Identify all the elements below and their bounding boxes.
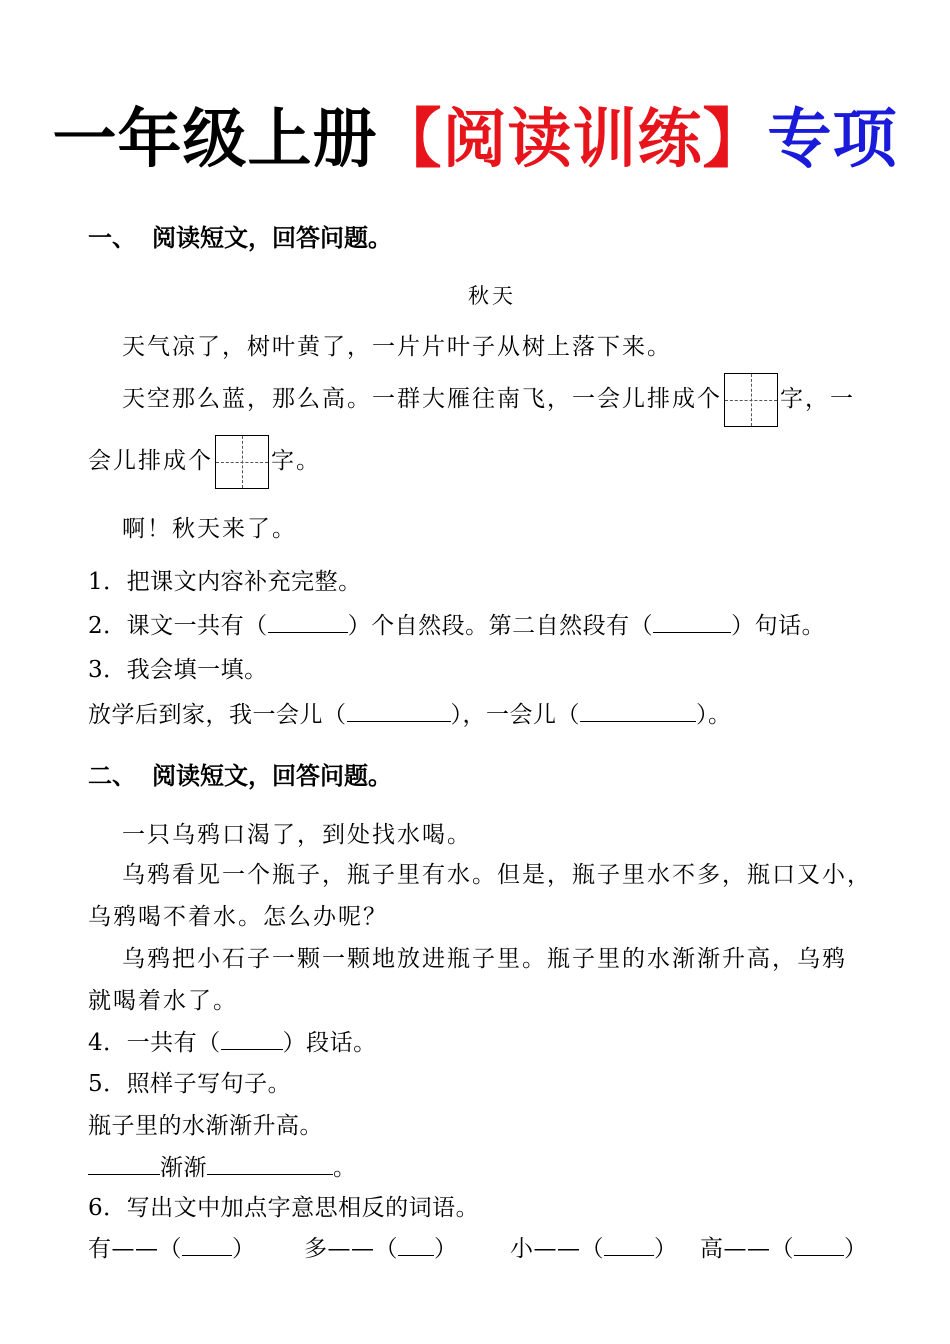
answer-blank[interactable] [580,697,696,722]
antonym-item [510,1230,678,1263]
passage-1-paragraph-1: 天气凉了，树叶黄了，一片片叶子从树上落下来。 [122,334,672,360]
passage-2-paragraph-1: 一只乌鸦口渴了，到处找水喝。 [122,822,472,848]
paragraph-2-text-c: 会儿排成个 [88,448,213,474]
tianzi-box-1[interactable] [724,373,778,427]
answer-blank[interactable] [221,1025,283,1050]
antonym-word: 多——（ [304,1236,398,1262]
antonym-close: ） [654,1236,678,1262]
question-3-text-a: 放学后到家，我一会儿（ [88,702,347,728]
passage-2-paragraph-2-line-2: 乌鸦喝不着水。怎么办呢？ [88,904,388,930]
section-2-instruction: 阅读短文，回答问题。 [152,762,392,790]
question-3-fill-line [88,696,732,729]
page-title [0,100,950,180]
question-5-fill-mid: 渐渐 [160,1155,207,1181]
antonym-word: 高——（ [700,1236,794,1262]
section-1-number: 一、 [88,224,136,252]
question-5-example: 瓶子里的水渐渐升高。 [88,1113,323,1139]
tianzi-box-2[interactable] [215,435,269,489]
answer-blank[interactable] [653,608,731,633]
answer-blank[interactable] [794,1231,844,1256]
question-1: 1．把课文内容补充完整。 [88,569,362,595]
passage-2-paragraph-2-line-1: 乌鸦看见一个瓶子，瓶子里有水。但是，瓶子里水不多，瓶口又小， [122,862,872,888]
antonym-item [304,1230,458,1263]
passage-1-paragraph-2-line-2 [88,434,321,489]
section-2-number: 二、 [88,762,136,790]
question-4 [88,1024,377,1057]
title-suffix: 专项 [767,103,898,177]
antonym-word: 小——（ [510,1236,604,1262]
answer-blank[interactable] [182,1231,232,1256]
answer-blank[interactable] [398,1231,434,1256]
question-4-text-a: 4．一共有（ [88,1030,221,1056]
question-5-fill-end: 。 [333,1155,357,1181]
paragraph-2-text-a: 天空那么蓝，那么高。一群大雁往南飞，一会儿排成个 [122,386,722,412]
antonym-close: ） [844,1236,868,1262]
passage-1-paragraph-3: 啊！秋天来了。 [122,516,297,542]
section-1-instruction: 阅读短文，回答问题。 [152,224,392,252]
question-5: 5．照样子写句子。 [88,1071,292,1097]
question-6: 6．写出文中加点字意思相反的词语。 [88,1195,480,1221]
question-2-text-b: ）个自然段。第二自然段有（ [347,613,654,639]
answer-blank[interactable] [347,697,451,722]
section-1-heading [88,218,392,253]
antonym-close: ） [232,1236,256,1262]
antonym-word: 有——（ [88,1236,182,1262]
title-grade: 一年级上册 [52,103,378,177]
question-3: 3．我会填一填。 [88,657,268,683]
paragraph-2-text-d: 字。 [271,448,321,474]
passage-1-paragraph-2-line-1 [122,372,855,427]
question-3-text-c: ）。 [696,702,732,728]
passage-1-title: 秋天 [468,284,516,308]
answer-blank[interactable] [207,1150,333,1175]
question-2 [88,607,825,640]
title-topic: 【阅读训练】 [377,103,768,177]
question-2-text-a: 2．课文一共有（ [88,613,268,639]
answer-blank[interactable] [88,1150,160,1175]
antonym-item [88,1230,256,1263]
paragraph-2-text-b: 字，一 [780,386,855,412]
antonym-close: ） [434,1236,458,1262]
passage-2-paragraph-3-line-2: 就喝着水了。 [88,988,238,1014]
passage-2-paragraph-3-line-1: 乌鸦把小石子一颗一颗地放进瓶子里。瓶子里的水渐渐升高，乌鸦 [122,946,847,972]
answer-blank[interactable] [268,608,348,633]
answer-blank[interactable] [604,1231,654,1256]
question-5-fill-line [88,1149,357,1182]
antonym-item [700,1230,868,1263]
question-4-text-b: ）段话。 [282,1030,377,1056]
question-3-text-b: ），一会儿（ [450,702,580,728]
question-2-text-c: ）句话。 [731,613,826,639]
section-2-heading [88,756,392,791]
